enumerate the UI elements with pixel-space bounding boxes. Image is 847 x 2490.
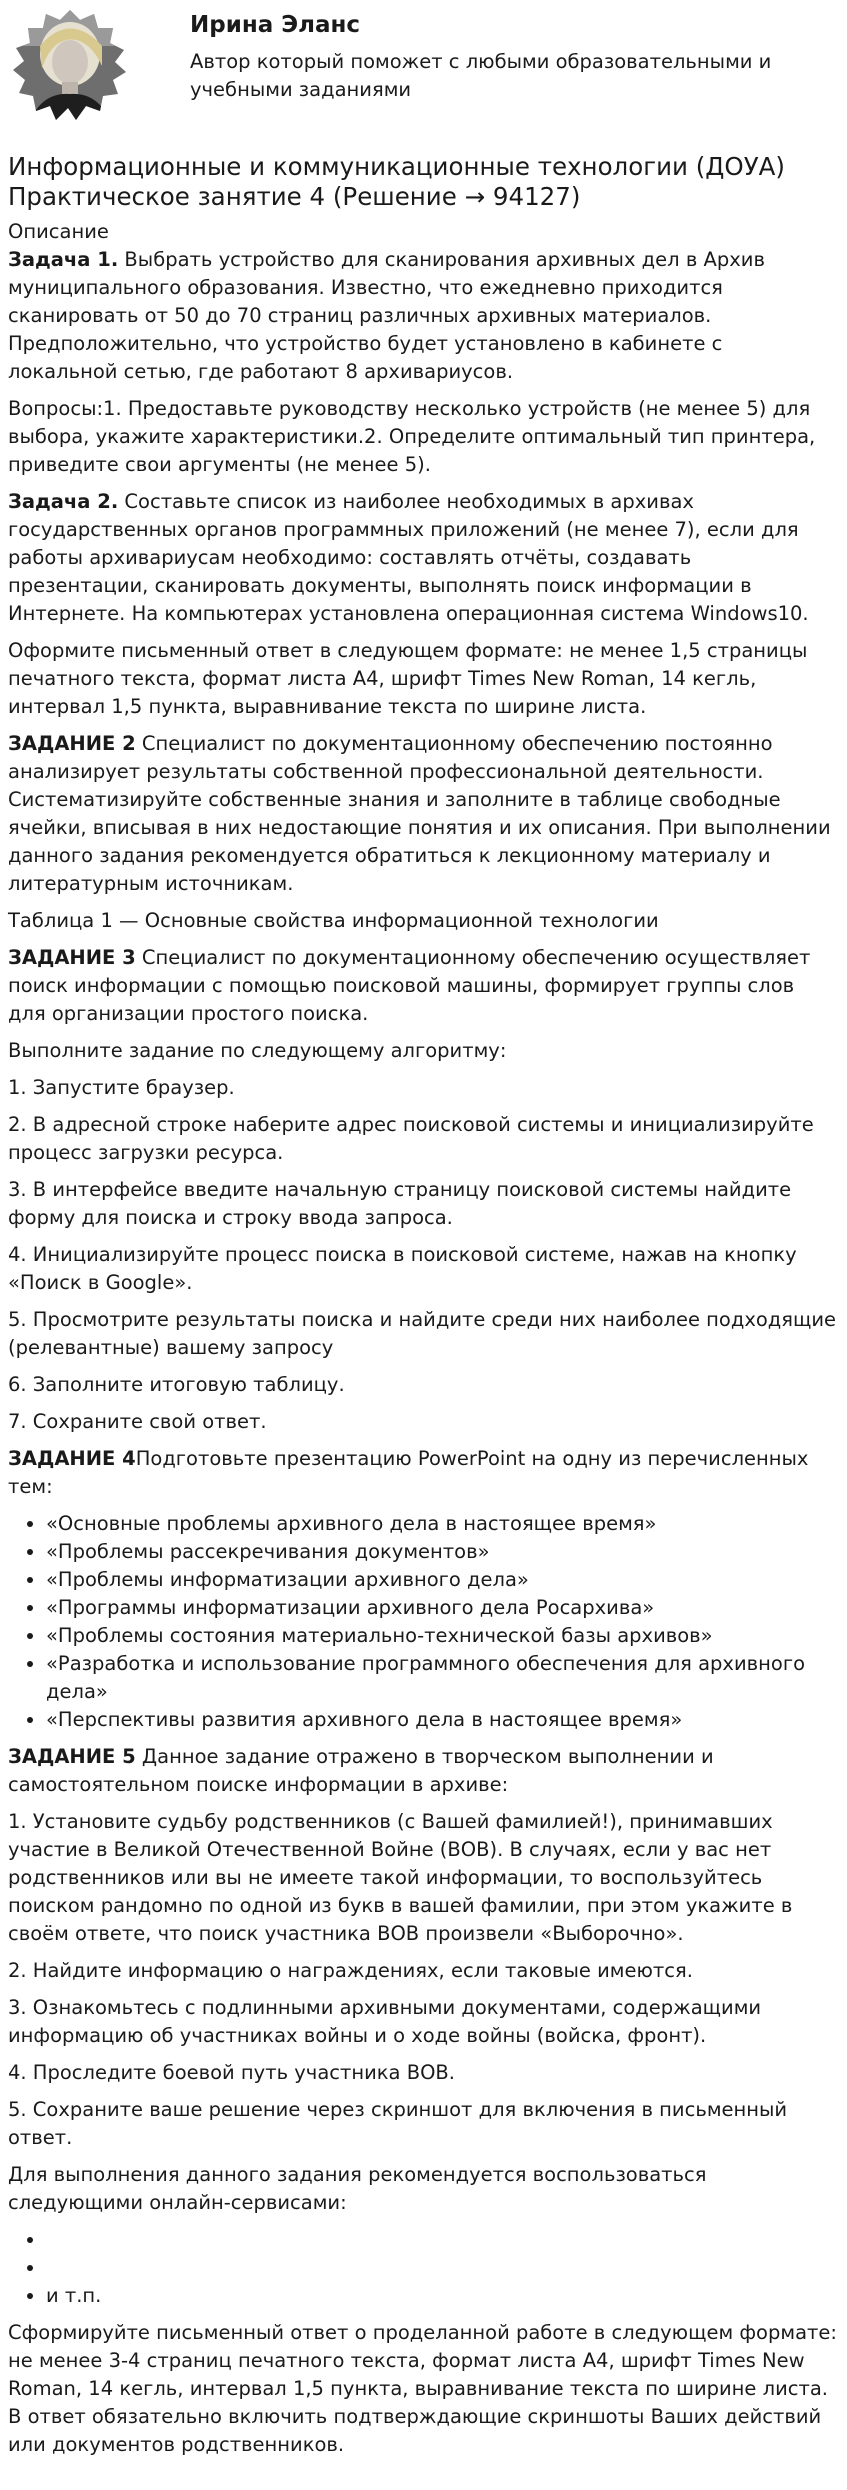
step3-item: 5. Просмотрите результаты поиска и найдите среди них наиболее подходящие (релевантные) вашему запросу [8, 1308, 837, 1359]
task2-label: Задача 2. [8, 490, 119, 513]
service-item[interactable] [46, 2254, 837, 2282]
page-title: Информационные и коммуникационные технологии (ДОУА) Практическое занятие 4 (Решение → 94127) [8, 152, 785, 211]
algorithm-intro: Выполните задание по следующему алгоритму: [8, 1039, 507, 1062]
final-note: Сформируйте письменный ответ о проделанной работе в следующем формате: не менее 3-4 страниц печатного текста, формат листа А4, шрифт Times New Roman, 14 кегль, интервал 1,5 пункта, выравнивание текста по ширине листа. В ответ обязательно включить подтверждающие скриншоты Ваших действий или документов родственников. [8, 2321, 837, 2456]
assignment2-label: ЗАДАНИЕ 2 [8, 732, 136, 755]
assignment3-paragraph [8, 944, 837, 1028]
topic-item: • «Проблемы состояния материально-технической базы архивов» [46, 1622, 837, 1650]
assignment5-label: ЗАДАНИЕ 5 [8, 1745, 136, 1768]
topic-item: • «Основные проблемы архивного дела в настоящее время» [46, 1510, 837, 1538]
step5-item: 1. Установите судьбу родственников (с Вашей фамилией!), принимавших участие в Великой Отечественной Войне (ВОВ). В случаях, если у вас нет родственников или вы не имеете такой информации, то воспользуйтесь поиском рандомно по одной из букв в вашей фамилии, при этом укажите в своём ответе, что поиск участника ВОВ произвели «Выборочно». [8, 1810, 793, 1945]
topic-item: • «Разработка и использование программного обеспечения для архивного дела» [46, 1650, 837, 1706]
service-item: • и т.п. [46, 2282, 837, 2310]
description-label: Описание [8, 220, 109, 243]
step3-item: 2. В адресной строке наберите адрес поисковой системы и инициализируйте процесс загрузки ресурса. [8, 1113, 814, 1164]
step5-item: 2. Найдите информацию о награждениях, если таковые имеются. [8, 1959, 693, 1982]
step3-item: 4. Инициализируйте процесс поиска в поисковой системе, нажав на кнопку «Поиск в Google». [8, 1243, 797, 1294]
step5-item: 5. Сохраните ваше решение через скриншот для включения в письменный ответ. [8, 2098, 788, 2149]
step3-item: 1. Запустите браузер. [8, 1076, 235, 1099]
topic-item: • «Программы информатизации архивного дела Росархива» [46, 1594, 837, 1622]
assignment5-paragraph [8, 1743, 837, 1799]
service-item[interactable] [46, 2226, 837, 2254]
step3-item: 3. В интерфейсе введите начальную страницу поисковой системы найдите форму для поиска и строку ввода запроса. [8, 1178, 792, 1229]
step5-item: 3. Ознакомьтесь с подлинными архивными документами, содержащими информацию об участниках войны и о ходе войны (войска, фронт). [8, 1996, 762, 2047]
avatar-image [10, 6, 130, 126]
assignment2-text: Специалист по документационному обеспечению постоянно анализирует результаты собственной профессиональной деятельности. Систематизируйте собственные знания и заполните в таблице свободные ячейки, вписывая в них недостающие понятия и их описания. При выполнении данного задания рекомендуется обратиться к лекционному материалу и литературным источникам. [8, 732, 831, 895]
author-avatar[interactable] [10, 6, 130, 126]
task1-paragraph [8, 246, 837, 386]
task2-text: Составьте список из наиболее необходимых в архивах государственных органов программных приложений (не менее 7), если для работы архивариусам необходимо: составлять отчёты, создавать презентации, сканировать документы, выполнять поиск информации в Интернете. На компьютерах установлена операционная система Windows10. [8, 490, 809, 625]
task1-label: Задача 1. [8, 248, 119, 271]
author-name[interactable]: Ирина Эланс [190, 12, 361, 38]
assignment4-label: ЗАДАНИЕ 4 [8, 1447, 136, 1470]
assignment4-text: Подготовьте презентацию PowerPoint на одну из перечисленных тем: [8, 1447, 809, 1498]
task2-paragraph [8, 488, 837, 628]
author-description: Автор который поможет с любыми образовательными и учебными заданиями [190, 50, 772, 101]
format-note-1: Оформите письменный ответ в следующем формате: не менее 1,5 страницы печатного текста, формат листа А4, шрифт Times New Roman, 14 кегль, интервал 1,5 пункта, выравнивание текста по ширине листа. [8, 639, 808, 718]
services-list [8, 2226, 837, 2310]
assignment3-label: ЗАДАНИЕ 3 [8, 946, 136, 969]
step3-item: 6. Заполните итоговую таблицу. [8, 1373, 345, 1396]
table1-caption: Таблица 1 — Основные свойства информационной технологии [8, 909, 659, 932]
step5-item: 4. Проследите боевой путь участника ВОВ. [8, 2061, 455, 2084]
assignment2-paragraph [8, 730, 837, 898]
author-card [8, 0, 837, 146]
assignment4-paragraph [8, 1445, 837, 1501]
services-intro: Для выполнения данного задания рекомендуется воспользоваться следующими онлайн-сервисами: [8, 2163, 707, 2214]
task1-text: Выбрать устройство для сканирования архивных дел в Архив муниципального образования. Известно, что ежедневно приходится сканировать от 50 до 70 страниц различных архивных материалов. Предположительно, что устройство будет установлено в кабинете с локальной сетью, где работают 8 архивариусов. [8, 248, 765, 383]
topic-item: • «Проблемы информатизации архивного дела» [46, 1566, 837, 1594]
assignment5-text: Данное задание отражено в творческом выполнении и самостоятельном поиске информации в архиве: [8, 1745, 714, 1796]
topic-item: • «Проблемы рассекречивания документов» [46, 1538, 837, 1566]
questions-paragraph: Вопросы:1. Предоставьте руководству несколько устройств (не менее 5) для выбора, укажите характеристики.2. Определите оптимальный тип принтера, приведите свои аргументы (не менее 5). [8, 397, 816, 476]
topic-item: • «Перспективы развития архивного дела в настоящее время» [46, 1706, 837, 1734]
assignment3-text: Специалист по документационному обеспечению осуществляет поиск информации с помощью поисковой машины, формирует группы слов для организации простого поиска. [8, 946, 811, 1025]
step3-item: 7. Сохраните свой ответ. [8, 1410, 267, 1433]
topics-list [8, 1510, 837, 1734]
